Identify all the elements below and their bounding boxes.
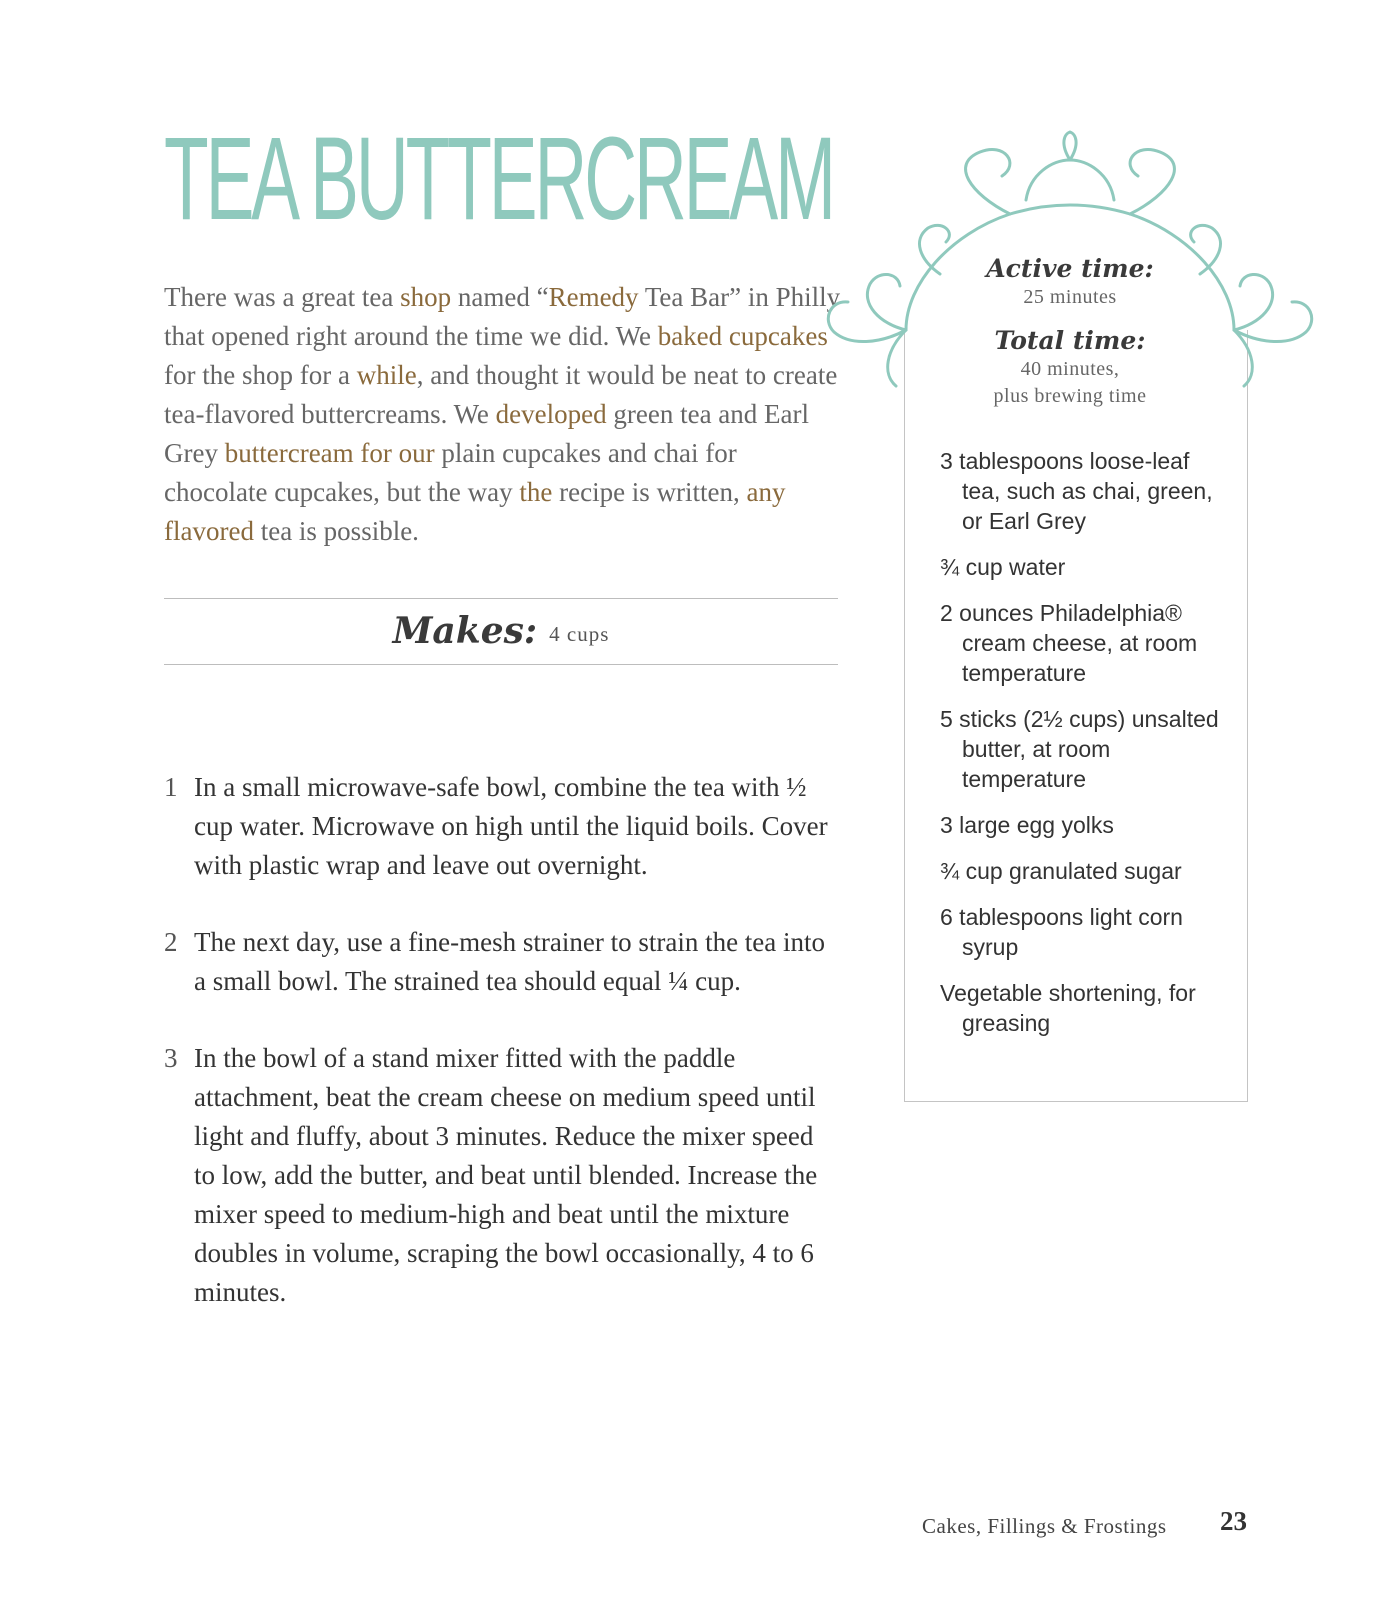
makes-value: 4 cups	[549, 621, 610, 646]
intro-segment: for the shop for a	[164, 360, 357, 390]
intro-segment-highlight: the	[519, 477, 553, 507]
step-number: 3	[164, 1043, 178, 1073]
method-step	[164, 923, 834, 1001]
method-step	[164, 768, 834, 885]
intro-segment: There was a great tea	[164, 282, 401, 312]
intro-segment-highlight: Remedy	[548, 282, 639, 312]
intro-segment: plain cupcakes and chai for chocolate cupcakes, but the way	[164, 438, 737, 507]
step-text: In a small microwave-safe bowl, combine the tea with ½ cup water. Microwave on high until the liquid boils. Cover with plastic wrap and leave out overnight.	[194, 772, 828, 880]
active-time-value: 25 minutes	[1023, 286, 1117, 308]
ingredients-list	[940, 446, 1230, 1054]
ingredient-item: 3 large egg yolks	[940, 812, 1114, 838]
method-step	[164, 1039, 834, 1312]
intro-segment-highlight: buttercream for our	[224, 438, 435, 468]
recipe-title: TEA BUTTERCREAM	[164, 113, 833, 245]
intro-segment-highlight: baked cupcakes	[657, 321, 828, 351]
total-time	[940, 326, 1200, 410]
intro-segment: Tea Bar” in Philly that opened right around the time we did. We	[164, 282, 841, 351]
makes-yield	[164, 598, 838, 664]
makes-bottom-divider	[164, 664, 838, 665]
intro-segment: recipe is written,	[552, 477, 747, 507]
step-text: In the bowl of a stand mixer fitted with the paddle attachment, beat the cream cheese on medium speed until light and fluffy, about 3 minutes. Reduce the mixer speed to low, add the butter, and beat until blended. Increase the mixer speed to medium-high and beat until the mixture doubles in volume, scraping the bowl occasionally, 4 to 6 minutes.	[194, 1043, 818, 1307]
ingredient-item: Vegetable shortening, for greasing	[940, 980, 1196, 1036]
active-time	[940, 254, 1200, 311]
active-time-label: Active time:	[986, 254, 1154, 283]
ingredient-item: ¾ cup water	[940, 554, 1066, 580]
step-number: 1	[164, 772, 178, 802]
ingredient-item: 3 tablespoons loose-leaf tea, such as chai, green, or Earl Grey	[940, 448, 1213, 534]
recipe-intro	[164, 278, 844, 551]
step-number: 2	[164, 927, 178, 957]
method-steps	[164, 768, 834, 1350]
makes-label: Makes:	[392, 610, 538, 652]
total-time-label: Total time:	[994, 326, 1146, 355]
ingredient-item: 2 ounces Philadelphia® cream cheese, at room temperature	[940, 600, 1198, 686]
intro-segment: tea is possible.	[253, 516, 419, 546]
intro-segment-highlight: developed	[495, 399, 607, 429]
intro-segment: named “	[451, 282, 549, 312]
ingredient-item: ¾ cup granulated sugar	[940, 858, 1182, 884]
total-time-value: 40 minutes,	[1020, 358, 1120, 380]
total-time-note: plus brewing time	[993, 385, 1147, 407]
intro-segment: , and thought it would be neat to create tea-flavored buttercreams. We	[164, 360, 838, 429]
intro-segment-highlight: shop	[400, 282, 452, 312]
footer-section-title: Cakes, Fillings & Frostings	[922, 1514, 1167, 1538]
step-text: The next day, use a fine-mesh strainer to strain the tea into a small bowl. The strained tea should equal ¼ cup.	[194, 927, 826, 996]
intro-segment: green tea and Earl Grey	[164, 399, 810, 468]
intro-segment-highlight: while	[356, 360, 417, 390]
ingredient-item: 5 sticks (2½ cups) unsalted butter, at room temperature	[940, 706, 1219, 792]
ingredient-item: 6 tablespoons light corn syrup	[940, 904, 1183, 960]
intro-segment-highlight: any flavored	[164, 477, 786, 546]
page-number: 23	[1220, 1506, 1247, 1536]
